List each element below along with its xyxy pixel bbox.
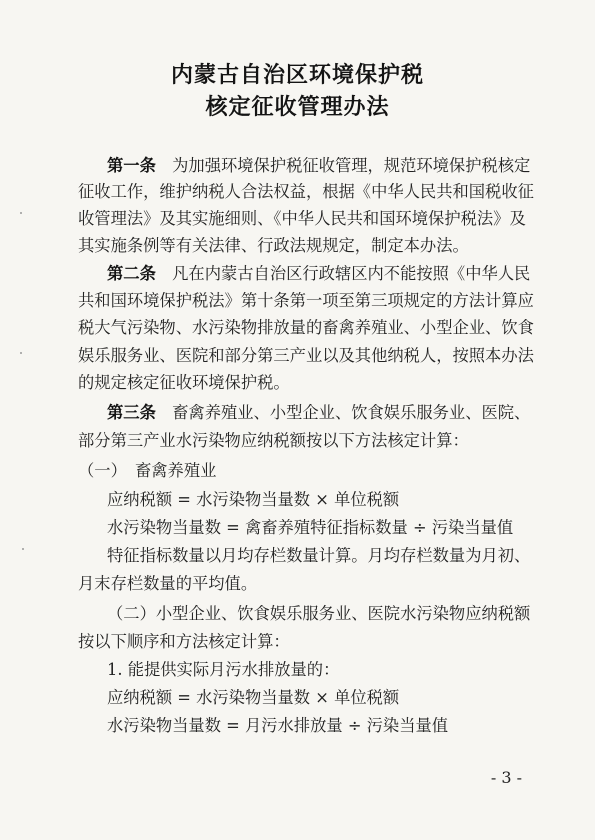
article-1-line-2: 征收工作，维护纳税人合法权益，根据《中华人民共和国税收征 <box>78 182 534 201</box>
article-1-line-3: 收管理法》及其实施细则、《中华人民共和国环境保护税法》及 <box>78 209 526 228</box>
section-1-formula-2: 水污染物当量数 = 禽畜养殖特征指标数量 ÷ 污染当量值 <box>107 518 514 537</box>
article-3-label: 第三条 <box>107 403 156 422</box>
scan-speck <box>20 212 22 214</box>
article-3-line-2: 部分第三产业水污染物应纳税额按以下方法核定计算： <box>78 431 469 450</box>
section-1-formula-1: 应纳税额 = 水污染物当量数 × 单位税额 <box>107 490 400 509</box>
article-2-line-3: 税大气污染物、水污染物排放量的畜禽养殖业、小型企业、饮食 <box>78 318 534 337</box>
article-1-text-1: 为加强环境保护税征收管理，规范环境保护税核定 <box>155 156 531 175</box>
article-1-label: 第一条 <box>107 156 156 175</box>
section-2-formula-1: 应纳税额 = 水污染物当量数 × 单位税额 <box>107 688 400 707</box>
article-3-line-1 <box>107 403 567 423</box>
section-1-paragraph-line-2: 月末存栏数量的平均值。 <box>78 574 258 593</box>
document-title-line-1: 内蒙古自治区环境保护税 <box>170 63 424 88</box>
article-2-line-1 <box>107 264 567 284</box>
article-1-line-4: 其实施条例等有关法律、行政法规规定，制定本办法。 <box>78 236 469 255</box>
page-number: - 3 - <box>490 768 522 787</box>
scan-speck <box>20 352 22 354</box>
article-2-line-5: 的规定核定征收环境保护税。 <box>78 373 290 392</box>
section-2-formula-2: 水污染物当量数 = 月污水排放量 ÷ 污染当量值 <box>107 716 449 735</box>
article-3-text-1: 畜禽养殖业、小型企业、饮食娱乐服务业、医院、 <box>155 403 531 422</box>
article-2-line-2: 共和国环境保护税法》第十条第一项至第三项规定的方法计算应 <box>78 291 534 310</box>
article-2-text-1: 凡在内蒙古自治区行政辖区内不能按照《中华人民 <box>155 264 531 283</box>
section-1-paragraph-line-1: 特征指标数量以月均存栏数量计算。月均存栏数量为月初、 <box>107 546 531 565</box>
section-1-heading: （一） 畜禽养殖业 <box>78 461 217 480</box>
article-2-line-4: 娱乐服务业、医院和部分第三产业以及其他纳税人，按照本办法 <box>78 346 534 365</box>
scan-speck <box>22 548 24 550</box>
section-2-line-2: 按以下顺序和方法核定计算： <box>78 632 290 651</box>
document-title-line-2: 核定征收管理办法 <box>205 95 390 120</box>
article-1-line-1 <box>107 156 567 176</box>
article-2-label: 第二条 <box>107 264 156 283</box>
section-2-line-1: （二）小型企业、饮食娱乐服务业、医院水污染物应纳税额 <box>107 604 531 623</box>
section-2-item-1: 1. 能提供实际月污水排放量的： <box>107 660 340 679</box>
